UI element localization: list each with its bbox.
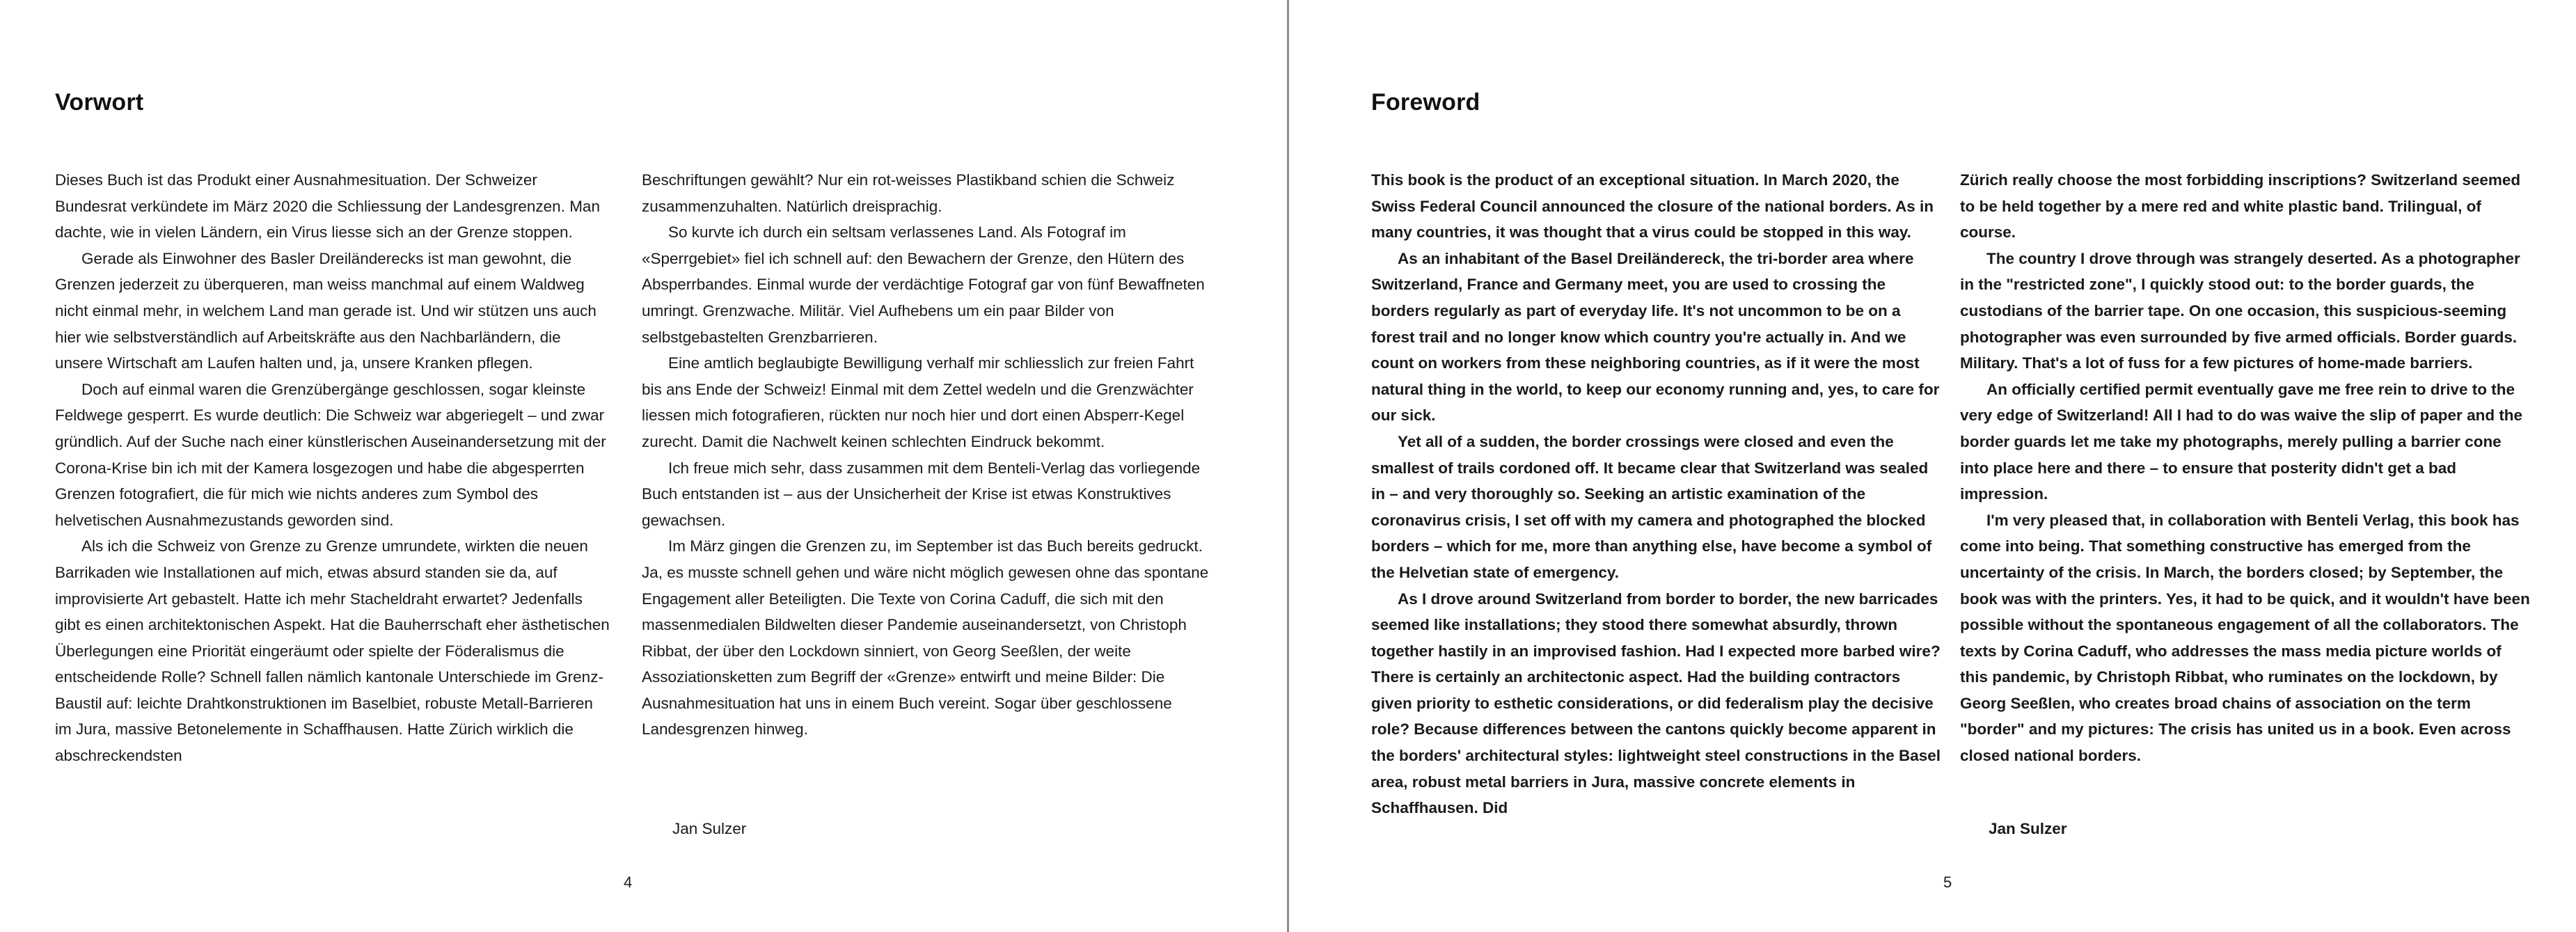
text-column-left [55,167,612,769]
paragraph: Als ich die Schweiz von Grenze zu Grenze umrundete, wirkten die neuen Barrikaden wie Installationen auf mich, etwas absurd standen sie da, auf improvisierte Art gebastelt. Hatte ich mehr Stacheldraht erwartet? Jedenfalls gibt es einen architektonischen Aspekt. Hat die Bauherrschaft eher ästhetischen Überlegungen eine Priorität eingeräumt oder spielte der Föderalismus die entscheidende Rolle? Schnell fallen nämlich kantonale Unterschiede im Grenz-Baustil auf: leichte Drahtkonstruktionen im Baselbiet, robuste Metall-Barrieren im Jura, massive Betonelemente in Schaffhausen. Hatte Zürich wirklich die abschreckendsten [55,537,610,765]
paragraph: Zürich really choose the most forbidding inscriptions? Switzerland seemed to be held together by a mere red and white plastic band. Trilingual, of course. [1960,171,2521,242]
text-column-right [642,167,1212,743]
paragraph: Beschriftungen gewählt? Nur ein rot-weisses Plastikband schien die Schweiz zusammenzuhalten. Natürlich dreisprachig. [642,171,1175,215]
page-number: 4 [624,874,633,891]
paragraph: Dieses Buch ist das Produkt einer Ausnahmesituation. Der Schweizer Bundesrat verkündete im März 2020 die Schliessung der Landesgrenzen. Man dachte, wie in vielen Ländern, ein Virus liesse sich an der Grenze stoppen. [55,171,600,242]
page-title: Foreword [1371,89,1480,116]
page-title: Vorwort [55,89,144,116]
paragraph: Ich freue mich sehr, dass zusammen mit dem Benteli-Verlag das vorliegende Buch entstanden ist – aus der Unsicherheit der Krise ist etwas Konstruktives gewachsen. [642,459,1201,529]
text-column-right [1960,167,2531,769]
paragraph: I'm very pleased that, in collaboration with Benteli Verlag, this book has come into being. That something constructive has emerged from the uncertainty of the crisis. In March, the borders closed; by September, the book was with the printers. Yes, it had to be quick, and it wouldn't have been possible without the spontaneous engagement of all the collaborators. The texts by Corina Caduff, who addresses the mass media picture worlds of this pandemic, by Christoph Ribbat, who ruminates on the lockdown, by Georg Seeßlen, who creates broad chains of association on the term "border" and my pictures: The crisis has united us in a book. Even across closed national borders. [1960,511,2530,765]
page-right [1289,0,2576,932]
paragraph: As an inhabitant of the Basel Dreiländereck, the tri-border area where Switzerland, France and Germany meet, you are used to crossing the borders regularly as part of everyday life. It's not uncommon to be on a forest trail and no longer know which country you're actually in. And we count on workers from these neighboring countries, as if it were the most natural thing in the world, to keep our economy running and, yes, to care for our sick. [1371,249,1940,425]
author-signature: Jan Sulzer [672,820,747,837]
paragraph: Yet all of a sudden, the border crossings were closed and even the smallest of trails cordoned off. It became clear that Switzerland was sealed in – and very thoroughly so. Seeking an artistic examination of the coronavirus crisis, I set off with my camera and photographed the blocked borders – which for me, more than anything else, have become a symbol of the Helvetian state of emergency. [1371,432,1932,581]
paragraph: Gerade als Einwohner des Basler Dreiländerecks ist man gewohnt, die Grenzen jederzeit zu überqueren, man weiss manchmal auf einem Waldweg nicht einmal mehr, in welchem Land man gerade ist. Und wir stützen uns auch hier wie selbstverständlich auf Arbeitskräfte aus den Nachbarländern, die unsere Wirtschaft am Laufen halten und, ja, unsere Kranken pflegen. [55,249,596,372]
paragraph: The country I drove through was strangely deserted. As a photographer in the "restricted zone", I quickly stood out: to the border guards, the custodians of the barrier tape. On one occasion, this suspicious-seeming photographer was even surrounded by five armed officials. Border guards. Military. That's a lot of fuss for a few pictures of home-made barriers. [1960,249,2520,372]
author-signature: Jan Sulzer [1989,820,2067,837]
paragraph: An officially certified permit eventually gave me free rein to drive to the very edge of Switzerland! All I had to do was waive the slip of paper and the border guards let me take my photographs, merely pulling a barrier cone into place here and there – to ensure that posterity didn't get a bad impression. [1960,380,2523,503]
paragraph: Eine amtlich beglaubigte Bewilligung verhalf mir schliesslich zur freien Fahrt bis ans Ende der Schweiz! Einmal mit dem Zettel wedeln und die Grenzwächter liessen mich fotografieren, rückten nur noch hier und dort einen Absperr-Kegel zurecht. Damit die Nachwelt keinen schlechten Eindruck bekommt. [642,354,1194,450]
text-column-left [1371,167,1945,821]
paragraph: So kurvte ich durch ein seltsam verlassenes Land. Als Fotograf im «Sperrgebiet» fiel ich schnell auf: den Bewachern der Grenze, den Hütern des Absperrbandes. Einmal wurde der verdächtige Fotograf gar von fünf Bewaffneten umringt. Grenzwache. Militär. Viel Aufhebens um ein paar Bilder von selbstgebastelten Grenzbarrieren. [642,223,1205,346]
paragraph: Doch auf einmal waren die Grenzübergänge geschlossen, sogar kleinste Feldwege gesperrt. Es wurde deutlich: Die Schweiz war abgeriegelt – und zwar gründlich. Auf der Suche nach einer künstlerischen Auseinandersetzung mit der Corona-Krise bin ich mit der Kamera losgezogen und habe die abgesperrten Grenzen fotografiert, die für mich wie nichts anderes zum Symbol des helvetischen Ausnahmezustands geworden sind. [55,380,606,529]
paragraph: As I drove around Switzerland from border to border, the new barricades seemed like installations; they stood there somewhat absurdly, thrown together hastily in an improvised fashion. Had I expected more barbed wire? There is certainly an architectonic aspect. Had the building contractors given priority to esthetic considerations, or did federalism play the decisive role? Because differences between the cantons quickly become apparent in the borders' architectural styles: lightweight steel constructions in the Basel area, robust metal barriers in Jura, massive concrete elements in Schaffhausen. Did [1371,590,1941,817]
paragraph: This book is the product of an exceptional situation. In March 2020, the Swiss Federal Council announced the closure of the national borders. As in many countries, it was thought that a virus could be stopped in this way. [1371,171,1934,242]
page-number: 5 [1943,874,1952,891]
paragraph: Im März gingen die Grenzen zu, im September ist das Buch bereits gedruckt. Ja, es musste schnell gehen und wäre nicht möglich gewesen ohne das spontane Engagement aller Beteiligten. Die Texte von Corina Caduff, die sich mit den massenmedialen Bildwelten dieser Pandemie auseinandersetzt, von Christoph Ribbat, der über den Lockdown sinniert, von Georg Seeßlen, der weite Assoziationsketten zum Begriff der «Grenze» entwirft und meine Bilder: Die Ausnahmesituation hat uns in einem Buch vereint. Sogar über geschlossene Landesgrenzen hinweg. [642,537,1209,739]
